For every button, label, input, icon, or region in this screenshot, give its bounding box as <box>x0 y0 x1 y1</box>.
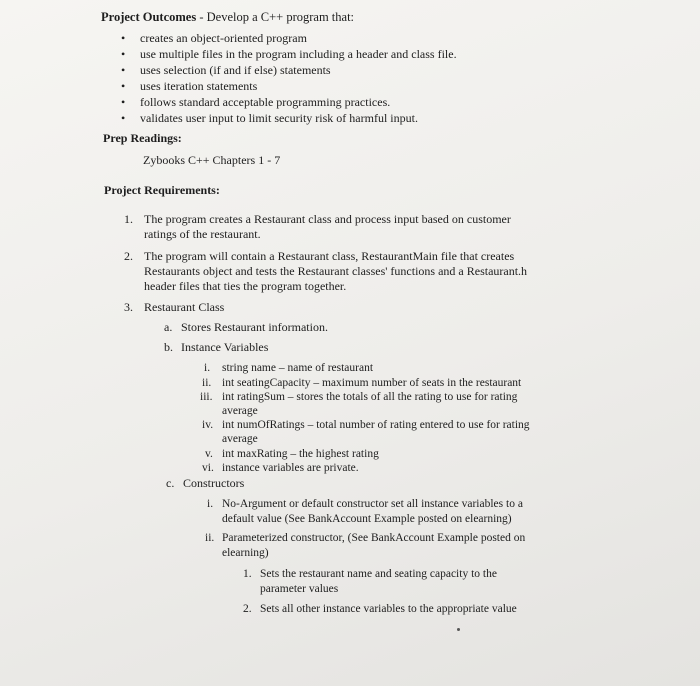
list-number: 2. <box>243 603 252 615</box>
list-item: Stores Restaurant information. <box>181 320 328 334</box>
outcomes-heading-rest: - Develop a C++ program that: <box>196 10 355 24</box>
list-item: Sets all other instance variables to the appropriate value <box>260 603 517 615</box>
bullet-icon: • <box>121 95 126 109</box>
list-roman: ii. <box>202 377 212 389</box>
list-letter: b. <box>164 340 173 354</box>
list-item: int ratingSum – stores the totals of all the rating to use for rating <box>222 391 518 403</box>
bullet-icon: • <box>121 111 126 125</box>
list-roman: i. <box>204 362 211 374</box>
list-letter: a. <box>164 320 173 334</box>
list-item: Instance Variables <box>181 340 269 354</box>
list-item: Parameterized constructor, (See BankAccount Example posted on <box>222 532 526 544</box>
list-item: default value (See BankAccount Example posted on elearning) <box>222 513 512 525</box>
list-number: 2. <box>124 249 133 263</box>
list-roman: iii. <box>200 391 213 403</box>
bullet-icon: • <box>121 47 126 61</box>
list-item: Restaurant Class <box>144 300 225 314</box>
list-number: 3. <box>124 300 133 314</box>
bullet-icon: • <box>121 31 126 45</box>
list-roman: iv. <box>202 419 214 431</box>
list-item: int seatingCapacity – maximum number of seats in the restaurant <box>222 377 522 389</box>
list-item: The program will contain a Restaurant class, RestaurantMain file that creates <box>144 249 515 263</box>
list-item: average <box>222 433 258 445</box>
list-item: Sets the restaurant name and seating capacity to the <box>260 568 497 580</box>
list-item: No-Argument or default constructor set all instance variables to a <box>222 498 523 510</box>
list-item: ratings of the restaurant. <box>144 227 261 241</box>
stray-mark <box>457 628 460 631</box>
list-roman: vi. <box>202 462 214 474</box>
outcomes-heading <box>101 10 354 24</box>
list-item: Restaurants object and tests the Restaurant classes' functions and a Restaurant.h <box>144 264 528 278</box>
list-item: validates user input to limit security risk of harmful input. <box>140 111 418 125</box>
list-item: int numOfRatings – total number of rating entered to use for rating <box>222 419 530 431</box>
list-item: string name – name of restaurant <box>222 362 374 374</box>
list-letter: c. <box>166 476 175 490</box>
list-item: creates an object-oriented program <box>140 31 307 45</box>
list-item: uses iteration statements <box>140 79 258 93</box>
outcomes-heading-bold: Project Outcomes <box>101 10 197 24</box>
list-number: 1. <box>243 568 252 580</box>
list-item: The program creates a Restaurant class and process input based on customer <box>144 212 511 226</box>
list-item: follows standard acceptable programming practices. <box>140 95 391 109</box>
list-item: elearning) <box>222 547 269 559</box>
bullet-icon: • <box>121 79 126 93</box>
list-item: use multiple files in the program including a header and class file. <box>140 47 457 61</box>
list-item: int maxRating – the highest rating <box>222 448 379 460</box>
list-item: instance variables are private. <box>222 462 359 474</box>
list-item: average <box>222 405 258 417</box>
list-roman: ii. <box>205 532 215 544</box>
list-roman: i. <box>207 498 214 510</box>
list-item: parameter values <box>260 583 339 595</box>
list-item: uses selection (if and if else) statements <box>140 63 331 77</box>
prep-heading: Prep Readings: <box>103 131 182 145</box>
list-number: 1. <box>124 212 133 226</box>
list-item: Constructors <box>183 476 245 490</box>
prep-text: Zybooks C++ Chapters 1 - 7 <box>143 153 281 167</box>
list-item: header files that ties the program together. <box>144 279 347 293</box>
list-roman: v. <box>205 448 213 460</box>
bullet-icon: • <box>121 63 126 77</box>
requirements-heading: Project Requirements: <box>104 183 220 197</box>
